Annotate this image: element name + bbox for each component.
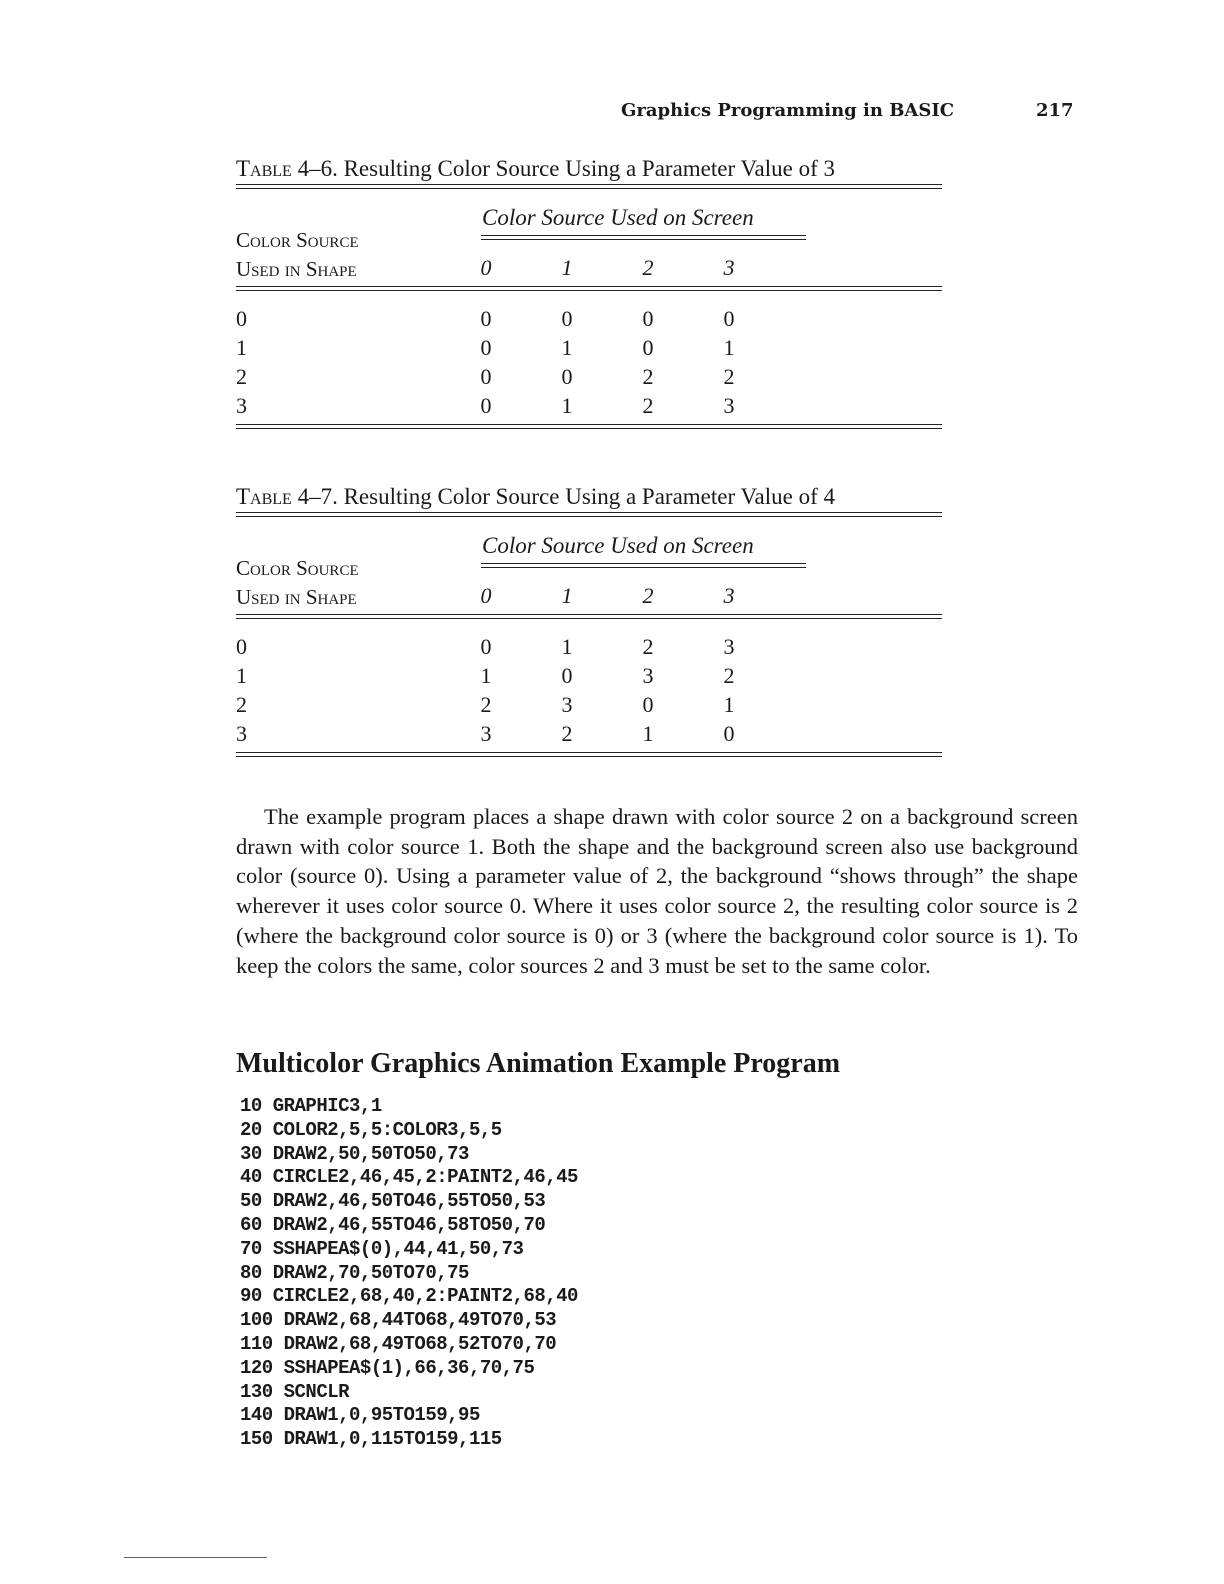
rule (236, 614, 942, 619)
body-paragraph: The example program places a shape drawn with color source 2 on a background screen drawn with color source 1. Both the shape and the background screen also use background color (source 0). Using a parameter value of 2, the background “shows through” the shape wherever it uses color source 0. Where it uses color source 2, the resulting color source is 2 (where the background color source is 0) or 3 (where the background color source is 1). To keep the colors the same, color sources 2 and 3 must be set to the same color. (236, 804, 1078, 978)
rule (481, 235, 806, 240)
column-header: 3 (723, 583, 735, 608)
code-line: 80 DRAW2,70,50TO70,75 (240, 1261, 469, 1284)
code-line: 20 COLOR2,5,5:COLOR3,5,5 (240, 1118, 502, 1141)
code-line: 120 SSHAPEA$(1),66,36,70,75 (240, 1356, 535, 1379)
table-cell: 3 (642, 663, 654, 688)
table-cell: 0 (480, 634, 492, 659)
table-cell: 1 (642, 721, 654, 746)
rule (236, 184, 942, 189)
code-line: 110 DRAW2,68,49TO68,52TO70,70 (240, 1332, 557, 1355)
table-title: Table 4–7. Resulting Color Source Using a Parameter Value of 4 (236, 484, 836, 509)
code-line: 70 SSHAPEA$(0),44,41,50,73 (240, 1237, 524, 1260)
table-cell: 0 (561, 364, 573, 389)
row-label: 1 (236, 663, 247, 688)
rule (236, 752, 942, 757)
code-line: 40 CIRCLE2,46,45,2:PAINT2,46,45 (240, 1166, 578, 1189)
table-cell: 3 (561, 692, 573, 717)
row-label: 2 (236, 692, 247, 717)
table-cell: 1 (480, 663, 492, 688)
code-line: 90 CIRCLE2,68,40,2:PAINT2,68,40 (240, 1285, 578, 1308)
code-line: 140 DRAW1,0,95TO159,95 (240, 1404, 480, 1427)
row-header: Color Source (236, 556, 359, 580)
footer-rule (124, 1557, 267, 1558)
row-header: Used in Shape (236, 585, 357, 609)
row-header: Color Source (236, 228, 359, 252)
row-label: 0 (236, 306, 247, 331)
table-cell: 3 (723, 634, 735, 659)
table-cell: 0 (642, 692, 654, 717)
running-head-title: Graphics Programming in BASIC (621, 100, 955, 121)
column-group-header: Color Source Used on Screen (482, 205, 754, 230)
table-cell: 1 (561, 335, 573, 360)
table-cell: 0 (561, 663, 573, 688)
table-cell: 0 (480, 335, 492, 360)
table-cell: 0 (642, 335, 654, 360)
code-line: 10 GRAPHIC3,1 (240, 1095, 382, 1117)
table-cell: 0 (480, 393, 492, 418)
row-header: Used in Shape (236, 257, 357, 281)
rule (236, 512, 942, 517)
row-label: 0 (236, 634, 247, 659)
rule (236, 286, 942, 291)
page-number: 217 (1036, 100, 1074, 121)
row-label: 2 (236, 364, 247, 389)
code-line: 50 DRAW2,46,50TO46,55TO50,53 (240, 1190, 546, 1213)
code-line: 150 DRAW1,0,115TO159,115 (240, 1428, 502, 1451)
table-title: Table 4–6. Resulting Color Source Using a Parameter Value of 3 (236, 156, 836, 181)
table-cell: 2 (561, 721, 573, 746)
code-line: 100 DRAW2,68,44TO68,49TO70,53 (240, 1309, 557, 1332)
table-cell: 1 (723, 335, 735, 360)
column-header: 2 (642, 255, 654, 280)
table-cell: 0 (480, 364, 492, 389)
table-cell: 0 (480, 306, 492, 331)
rule (236, 424, 942, 429)
table-cell: 0 (723, 306, 735, 331)
rule (481, 563, 806, 568)
column-header: 0 (480, 255, 492, 280)
row-label: 1 (236, 335, 247, 360)
table-cell: 0 (723, 721, 735, 746)
code-line: 30 DRAW2,50,50TO50,73 (240, 1142, 469, 1165)
table-cell: 0 (561, 306, 573, 331)
code-line: 130 SCNCLR (240, 1380, 350, 1403)
row-label: 3 (236, 721, 247, 746)
table-cell: 1 (723, 692, 735, 717)
column-header: 1 (561, 255, 573, 280)
code-listing (240, 1095, 578, 1452)
column-group-header: Color Source Used on Screen (482, 533, 754, 558)
table-cell: 2 (642, 393, 654, 418)
row-label: 3 (236, 393, 247, 418)
table-cell: 3 (480, 721, 492, 746)
table-cell: 0 (642, 306, 654, 331)
code-line: 60 DRAW2,46,55TO46,58TO50,70 (240, 1213, 546, 1236)
table-cell: 2 (642, 364, 654, 389)
column-header: 1 (561, 583, 573, 608)
column-header: 0 (480, 583, 492, 608)
table-cell: 3 (723, 393, 735, 418)
column-header: 2 (642, 583, 654, 608)
table-cell: 2 (642, 634, 654, 659)
table-cell: 1 (561, 634, 573, 659)
table-cell: 1 (561, 393, 573, 418)
table-cell: 2 (723, 364, 735, 389)
section-heading: Multicolor Graphics Animation Example Program (236, 1048, 841, 1079)
table-cell: 2 (480, 692, 492, 717)
column-header: 3 (723, 255, 735, 280)
table-cell: 2 (723, 663, 735, 688)
